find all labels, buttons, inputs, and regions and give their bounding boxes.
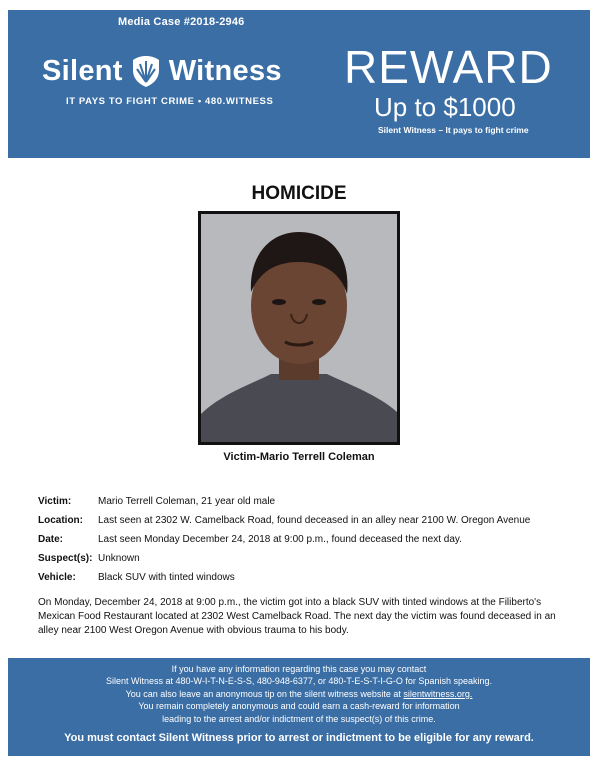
detail-value: Last seen Monday December 24, 2018 at 9:00 p.m., found deceased the next day.: [98, 534, 462, 545]
victim-photo-image: [201, 214, 397, 442]
detail-value: Black SUV with tinted windows: [98, 572, 235, 583]
contact-line-5: leading to the arrest and/or indictment of the suspect(s) of this crime.: [162, 713, 436, 724]
detail-label: Location:: [38, 515, 83, 526]
tagline: IT PAYS TO FIGHT CRIME • 480.WITNESS: [66, 96, 274, 107]
detail-row-date: [38, 530, 578, 549]
contact-line-3: [8, 688, 590, 700]
detail-label: Victim:: [38, 496, 72, 507]
contact-info: [8, 658, 590, 725]
reward-heading: REWARD: [344, 41, 553, 93]
contact-line-1: If you have any information regarding this case you may contact: [171, 664, 427, 674]
reward-amount: Up to $1000: [374, 92, 516, 122]
case-details: [38, 492, 578, 587]
header-banner: [8, 10, 590, 158]
contact-line-2: Silent Witness at 480-W-I-T-N-E-S-S, 480-948-6377, or 480-T-E-S-T-I-G-O for Spanish speaking.: [106, 676, 492, 687]
reward-subtitle: Silent Witness – It pays to fight crime: [378, 125, 529, 135]
victim-photo: [198, 211, 400, 445]
detail-value: Mario Terrell Coleman, 21 year old male: [98, 496, 276, 507]
detail-label: Suspect(s):: [38, 553, 93, 564]
detail-value: Unknown: [98, 553, 140, 564]
page-title: HOMICIDE: [251, 183, 347, 204]
logo-word-witness: Witness: [168, 54, 282, 87]
detail-row-location: [38, 511, 578, 530]
logo-word-silent: Silent: [42, 54, 123, 87]
website-link[interactable]: silentwitness.org.: [403, 688, 473, 699]
photo-caption: Victim-Mario Terrell Coleman: [223, 451, 375, 463]
detail-row-vehicle: [38, 568, 578, 587]
shield-icon: [129, 54, 163, 88]
detail-row-suspects: [38, 549, 578, 568]
contact-line-4: You remain completely anonymous and could earn a cash-reward for information: [138, 701, 460, 712]
detail-label: Vehicle:: [38, 572, 76, 583]
media-case-number: Media Case #2018-2946: [118, 16, 245, 28]
detail-label: Date:: [38, 534, 64, 545]
detail-value: Last seen at 2302 W. Camelback Road, found deceased in an alley near 2100 W. Oregon Avenue: [98, 515, 531, 526]
case-summary: On Monday, December 24, 2018 at 9:00 p.m., the victim got into a black SUV with tinted windows at the Filiberto's Mexican Food Restaurant located at 2302 West Camelback Road. The next day the victim was found deceased in an alley near 2100 West Oregon Avenue with obvious trauma to his body.: [38, 597, 556, 636]
silent-witness-logo: [42, 54, 282, 88]
footer-banner: [8, 658, 590, 756]
eligibility-notice: You must contact Silent Witness prior to arrest or indictment to be eligible for any reward.: [64, 732, 534, 745]
detail-row-victim: [38, 492, 578, 511]
contact-line-3-text: You can also leave an anonymous tip on the silent witness website at: [125, 688, 404, 699]
